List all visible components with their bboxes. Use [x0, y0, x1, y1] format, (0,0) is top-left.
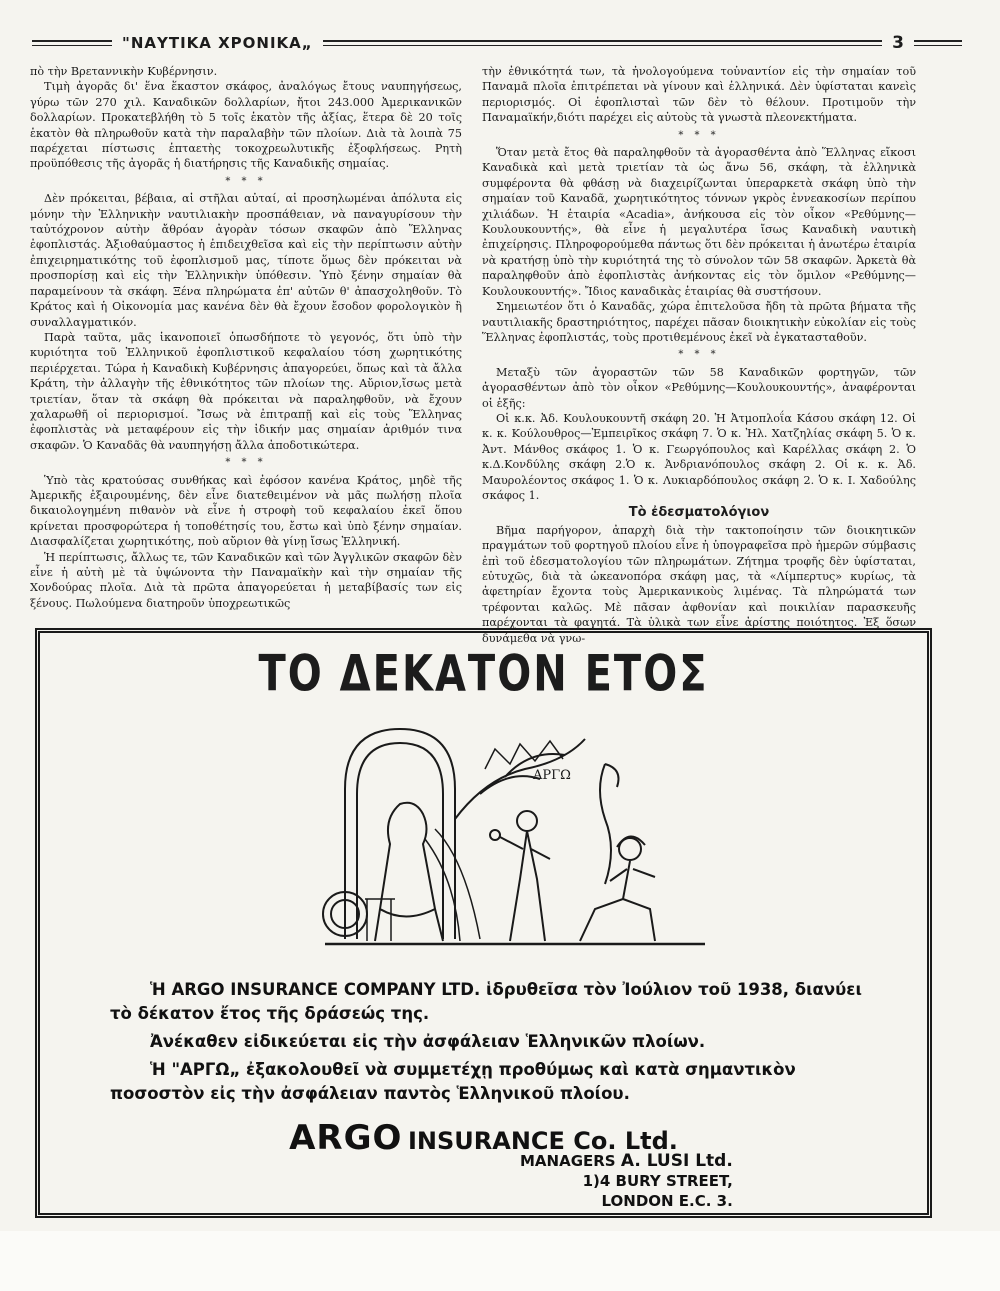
page-number: 3 [892, 33, 904, 53]
section-heading: Τὸ ἐδεσματολόγιον [628, 505, 770, 521]
address-city: LONDON E.C. 3. [601, 1192, 733, 1210]
paragraph: Ὅταν μετὰ ἔτος θὰ παραληφθοῦν τὰ ἀγορασθέντα ἀπὸ Ἕλληνας εἴκοσι Καναδικὰ καὶ μετὰ τριετίαν τὰ ὡς ἄνω 56, σκάφη, τὰ ἑλληνικὰ συμφέροντα θὰ φθάσῃ νὰ διαχειρίζωνται ὑπεραρκετὰ σκάφη ὑπὸ τὴν σημαίαν τοῦ Καναδᾶ, χωρητικότητος τόννων γκρὸς ἐννεακοσίων περίπου χιλιάδων. Ἡ ἑταιρία «Acadia», ἀνήκουσα εἰς τὸν οἶκον «Ρεθύμνης—Κουλουκουντής», θὰ εἶνε ἡ μεγαλυτέρα ἴσως Καναδικὴ ναυτικὴ ἐπιχείρησις. Πληροφορούμεθα πάντως ὅτι δὲν πρόκειται ἡ ἀνωτέρω ἑταιρία νὰ κρατήσῃ ὑπὸ τὴν κυριότητά της τὸ σύνολον τῶν 58 σκαφῶν. Ἀρκετὰ θὰ παραληφθοῦν ἀπὸ ἐφοπλιστὰς ἀνήκοντας εἰς τὸν ὅμιλον «Ρεθύμνης—Κουλουκουντής». Ἴδιος καναδικὰς ἑταιρίας θὰ συστήσουν. [482, 146, 916, 298]
paragraph: Μεταξὺ τῶν ἀγοραστῶν τῶν 58 Καναδικῶν φορτηγῶν, τῶν ἀγορασθέντων ἀπὸ τὸν οἶκον «Ρεθύμνης—Κουλουκουντής», ἀναφέρονται οἱ ἑξῆς: [482, 365, 916, 410]
brand-argo: ARGO [289, 1118, 403, 1158]
ad-paragraph-specialty: Ἀνέκαθεν εἰδικεύεται εἰς τὴν ἀσφάλειαν Ἑλληνικῶν πλοίων. [150, 1032, 706, 1051]
ad-paragraph-founding: Ἡ ARGO INSURANCE COMPANY LTD. ἱδρυθεῖσα τὸν Ἰούλιον τοῦ 1938, διανύει τὸ δέκατον ἔτος τῆς δράσεώς της. [110, 980, 862, 1023]
page-bottom-margin [0, 1231, 1000, 1291]
paragraph: πὸ τὴν Βρεταννικὴν Κυβέρνησιν. [30, 65, 218, 78]
argo-illustration [305, 709, 715, 954]
managers-block [520, 1151, 733, 1211]
section-separator: * * * [225, 457, 267, 469]
paragraph: Οἱ κ.κ. Ἀδ. Κουλουκουντῆ σκάφη 20. Ἡ Ἀτμοπλοΐα Κάσου σκάφη 12. Οἱ κ. κ. Κούλουθρος—Ἐμπειρῖκος σκάφη 7. Ὁ κ. Ἠλ. Χατζηλίας σκάφη 5. Ὁ κ. Ἀντ. Μάνθος σκάφος 1. Ὁ κ. Γεωργόπουλος καὶ Καρέλλας σκάφη 2. Ὁ κ.Δ.Κονδύλης σκάφη 2.Ὁ κ. Ἀνδριανόπουλος σκάφη 2. Οἱ κ. κ. Ἀδ. Μαυρολέοντος σκάφος 1. Ὁ κ. Λυκιαρδόπουλος σκάφη 2. Ὁ κ. Ι. Χαδούλης σκάφος 1. [482, 411, 916, 502]
seated-right-figure [580, 861, 655, 941]
paragraph: Ὑπὸ τὰς κρατούσας συνθήκας καὶ ἐφόσον κανένα Κράτος, μηδὲ τῆς Ἀμερικῆς ἐξαιρουμένης, δὲν εἶνε διατεθειμένον νὰ μᾶς πωλήσῃ πλοῖα δικαιολογημένη πιθανὸν νὰ εἶνε ἡ στροφὴ τοῦ κεφαλαίου ἐκεῖ ὅπου κρίνεται προσφορώτερα ἡ τοποθέτησίς του, ἔστω καὶ ὑπὸ ξένην σημαίαν. Διασφαλίζεται χωρητικότης, ποὺ αὔριον θὰ γίνῃ ἴσως Ἑλληνική. [30, 473, 462, 549]
paragraph: Δὲν πρόκειται, βέβαια, αἱ στῆλαι αὐταί, αἱ προσηλωμέναι ἀπόλυτα εἰς μόνην τὴν Ἑλληνικὴν ναυτιλιακὴν προσπάθειαν, νὰ παναγυρίσουν τὴν ταὐτόχρονον αὐτὴν ἄθρόαν ἀγορὰν τόσων σκαφῶν ἀπὸ Ἕλληνας ἐφοπλιστάς. Ἀξιοθαύμαστος ἡ ἐπιδειχθεῖσα καὶ εἰς τὴν περίπτωσιν αὐτὴν ἐπιχειρηματικότης τοῦ ἐφοπλισμοῦ μας, τίποτε ὅμως δὲν πρόκειται νὰ προσπορίσῃ καὶ εἰς τὴν Ἑλληνικὴν ὑπόθεσιν. Ὑπὸ ξένην σημαίαν θὰ παραμείνουν τὰ σκάφη. Ξένα πληρώματα ἐπ' αὐτῶν θ' ἀπασχοληθοῦν. Τὸ Κράτος καὶ ἡ Οἰκονομία μας κανένα δὲν θὰ ἔχουν ἔσοδον φορολογικὸν ἢ συναλλαγματικόν. [30, 192, 462, 329]
section-separator: * * * [225, 175, 267, 187]
argo-insurance-advertisement [35, 628, 932, 1218]
header-rule-left [32, 40, 112, 46]
paragraph: Ἡ περίπτωσις, ἄλλως τε, τῶν Καναδικῶν καὶ τῶν Ἀγγλικῶν σκαφῶν δὲν εἶνε ἡ αὐτὴ μὲ τὰ ὑψώνοντα τὴν Παναμαϊκὴν καὶ τὴν σημαίαν τῆς Χονδούρας πλοῖα. Διὰ τὰ πρῶτα ἀπαγορεύεται ἡ μεταβίβασίς των εἰς ξένους. Πωλούμενα διατηροῦν ὑποχρεωτικῶς [30, 550, 462, 610]
address-street: 1)4 BURY STREET, [582, 1172, 733, 1190]
ad-brand-line [40, 1118, 927, 1158]
managers-label: MANAGERS [520, 1152, 616, 1170]
header-rule-middle [323, 40, 883, 46]
standing-figure [500, 831, 550, 941]
ad-paragraph-participation: Ἡ "ΑΡΓΩ„ ἐξακολουθεῖ νὰ συμμετέχῃ προθύμως καὶ κατὰ σημαντικὸν ποσοστὸν εἰς τὴν ἀσφάλειαν παντὸς Ἑλληνικοῦ πλοίου. [110, 1060, 796, 1103]
arch-shape [345, 729, 455, 939]
page-header [32, 30, 962, 56]
lyre-shape [600, 764, 619, 884]
standing-figure-head [517, 811, 537, 831]
brand-insurance: INSURANCE Co. Ltd. [407, 1127, 678, 1155]
paragraph: Βῆμα παρήγορον, ἀπαρχὴ διὰ τὴν τακτοποίησιν τῶν διοικητικῶν πραγμάτων τοῦ φορτηγοῦ πλοίου εἶνε ἡ ὑπογραφεῖσα πρὸ ἡμερῶν σύμβασις ἐπὶ τοῦ ἐδεσματολογίου τῶν πληρωμάτων. Ζήτημα τροφῆς δὲν ὑφίσταται, εὐτυχῶς, διὰ τὰ ὠκεανοπόρα σκάφη μας, τὰ «Λίμπερτυς» κυρίως, τὰ ἀφετηρίαν ἔχοντα τοὺς Ἀμερικανικοὺς λιμένας. Τὰ πληρώματά των τρέφονται καλῶς. Μὲ πᾶσαν ἀφθονίαν καὶ ποικιλίαν παρασκευῆς παρέχονται τὰ φαγητά. Τὰ ὑλικὰ των εἶνε ἀρίστης ποιότητος. Ἐξ ὅσων δυνάμεθα νὰ γνω- [482, 523, 916, 645]
masthead-title: "ΝΑΥΤΙΚΑ ΧΡΟΝΙΚΑ„ [122, 34, 313, 52]
section-separator: * * * [678, 129, 720, 141]
paragraph: Παρὰ ταῦτα, μᾶς ἱκανοποιεῖ ὁπωσδήποτε τὸ γεγονός, ὅτι ὑπὸ τὴν κυριότητα τοῦ Ἑλληνικοῦ ἐφοπλιστικοῦ κεφαλαίου τόση χωρητικότης περιέρχεται. Τώρα ἡ Καναδικὴ Κυβέρνησις ἀπαγορεύει, ὅπως καὶ τὰ ἄλλα Κράτη, τὴν ἀλλαγὴν τῆς ἐθνικότητος τῶν πλοίων της. Αὔριον,ἴσως μετὰ τριετίαν, ὅταν τὰ σκάφη θὰ πρόκειται νὰ παραληφθοῦν, νὰ ἔχουν χαλαρωθῆ οἱ περιορισμοί. Ἴσως νὰ ἐπιτραπῇ καὶ εἰς τοὺς Ἕλληνας ἐφοπλιστὰς νὰ μεταφέρουν εἰς τὴν ἰδικήν μας σημαίαν ἀριθμόν τινα σκαφῶν. Ὁ Καναδᾶς θὰ ναυπηγήσῃ ἄλλα ἀποδοτικώτερα. [30, 330, 462, 452]
ad-title: ΤΟ ΔΕΚΑΤΟΝ ΕΤΟΣ [258, 645, 709, 703]
header-rule-right [914, 40, 962, 46]
left-column [30, 64, 462, 622]
managers-name: A. LUSI Ltd. [620, 1151, 733, 1171]
illustration-caption: ΑΡΓΩ [533, 768, 571, 783]
paragraph: τὴν ἐθνικότητά των, τὰ ἠνολογούμενα τοὐναντίον εἰς τὴν σημαίαν τοῦ Παναμᾶ πλοῖα ἐπιτρέπεται νὰ γίνουν καὶ ἑλληνικά. Δὲν ὑφίσταται κανεὶς περιορισμός. Οἱ ἐφοπλισταὶ τῶν δὲν τὸ θέλουν. Προτιμοῦν τὴν Παναμαϊκήν,διότι παρέχει εἰς αὐτοὺς τὰ γνωστὰ πλεονεκτήματα. [482, 65, 916, 125]
right-column [482, 64, 916, 645]
ad-body [110, 978, 870, 1110]
paragraph: Τιμὴ ἀγορᾶς δι' ἕνα ἕκαστον σκάφος, ἀναλόγως ἔτους ναυπηγήσεως, γύρω τῶν 270 χιλ. Καναδικῶν δολλαρίων, ἤτοι 243.000 Ἀμερικανικῶν δολλαρίων. Προκατεβλήθη τὸ 5 τοῖς ἑκατὸν τῆς ἀξίας, ἕτερα δὲ 20 τοῖς ἑκατὸν θὰ πληρωθοῦν κατὰ τὴν παραλαβὴν τῶν πλοίων. Διὰ τὰ λοιπὰ 75 παρέχεται πίστωσις ἑπταετὴς τοκοχρεωλυτικῆς ἐξοφλήσεως. Ρητὴ προϋπόθεσις τῆς ἀγορᾶς ἡ διατήρησις τῆς Καναδικῆς σημαίας. [30, 80, 462, 171]
section-separator: * * * [678, 349, 720, 361]
paragraph: Σημειωτέον ὅτι ὁ Καναδᾶς, χώρα ἐπιτελοῦσα ἤδη τὰ πρῶτα βήματα τῆς ναυτιλιακῆς δραστηριότητος, παρέχει πᾶσαν διοικητικὴν εὐκολίαν εἰς τοὺς Ἕλληνας ἐφοπλιστάς, τοὺς προτιθεμένους ἐκεῖ νὰ ἐγκατασταθοῦν. [482, 300, 916, 344]
